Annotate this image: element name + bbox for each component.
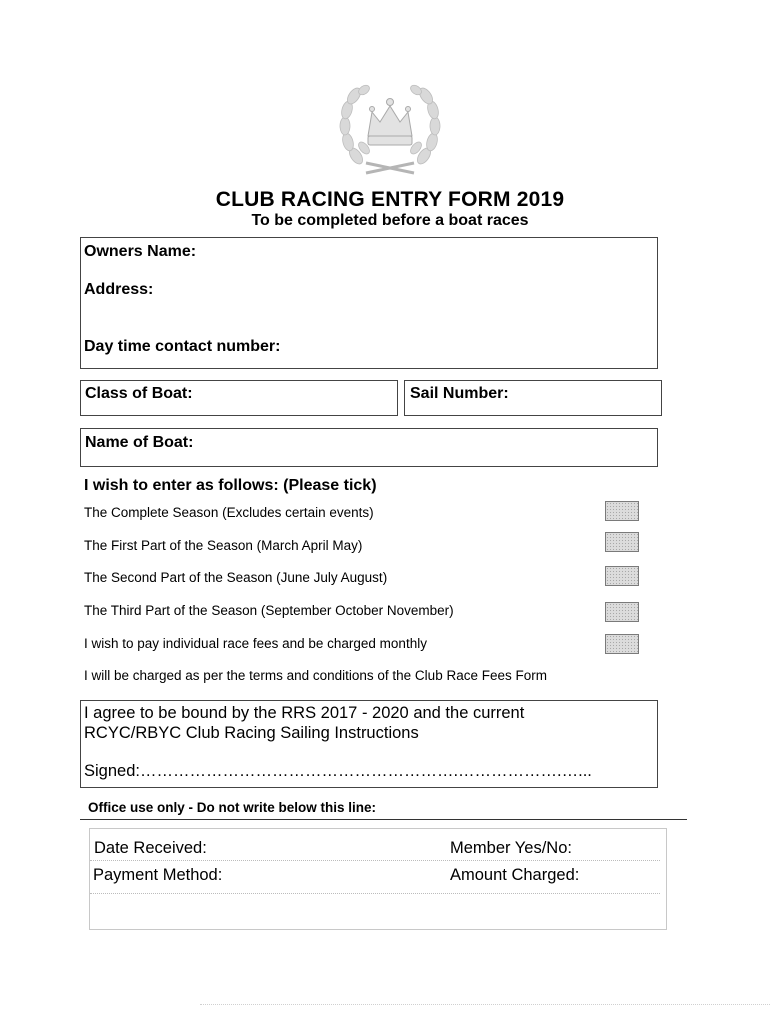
date-received-label: Date Received: (94, 839, 207, 857)
signature-field[interactable]: Signed:………………………………………………….……………….…... (84, 762, 592, 780)
name-of-boat-label: Name of Boat: (85, 434, 194, 451)
member-yes-no-label: Member Yes/No: (450, 839, 572, 857)
option-individual-fees-label: I wish to pay individual race fees and be charged monthly (84, 636, 427, 651)
sail-number-label: Sail Number: (410, 385, 509, 402)
address-field-label[interactable]: Address: (84, 281, 154, 298)
fees-terms-note: I will be charged as per the terms and conditions of the Club Race Fees Form (84, 668, 547, 683)
option-second-part-label: The Second Part of the Season (June July August) (84, 570, 388, 585)
form-title: CLUB RACING ENTRY FORM 2019 (215, 188, 565, 211)
option-complete-season-label: The Complete Season (Excludes certain events) (84, 505, 374, 520)
owners-name-field-label[interactable]: Owners Name: (84, 243, 197, 260)
crown-laurel-crest-icon (334, 78, 446, 178)
option-third-part-label: The Third Part of the Season (September October November) (84, 603, 454, 618)
amount-charged-label: Amount Charged: (450, 866, 580, 884)
agreement-line-1: I agree to be bound by the RRS 2017 - 2020 and the current (84, 704, 525, 722)
contact-number-field-label[interactable]: Day time contact number: (84, 338, 281, 355)
agreement-text (84, 703, 644, 743)
entry-options-heading: I wish to enter as follows: (Please tick) (84, 477, 377, 494)
agreement-line-2: RCYC/RBYC Club Racing Sailing Instructions (84, 724, 419, 742)
option-first-part-label: The First Part of the Season (March April May) (84, 538, 363, 553)
option-second-part-checkbox[interactable] (605, 566, 639, 586)
office-use-divider (80, 819, 687, 820)
office-row-divider (90, 860, 660, 861)
option-complete-season-checkbox[interactable] (605, 501, 639, 521)
form-subtitle: To be completed before a boat races (251, 212, 529, 229)
office-use-heading: Office use only - Do not write below this line: (88, 800, 377, 815)
class-of-boat-label: Class of Boat: (85, 385, 193, 402)
option-individual-fees-checkbox[interactable] (605, 634, 639, 654)
footer-divider (200, 1004, 770, 1005)
option-first-part-checkbox[interactable] (605, 532, 639, 552)
payment-method-label: Payment Method: (93, 866, 223, 884)
office-row-divider (90, 893, 660, 894)
option-third-part-checkbox[interactable] (605, 602, 639, 622)
